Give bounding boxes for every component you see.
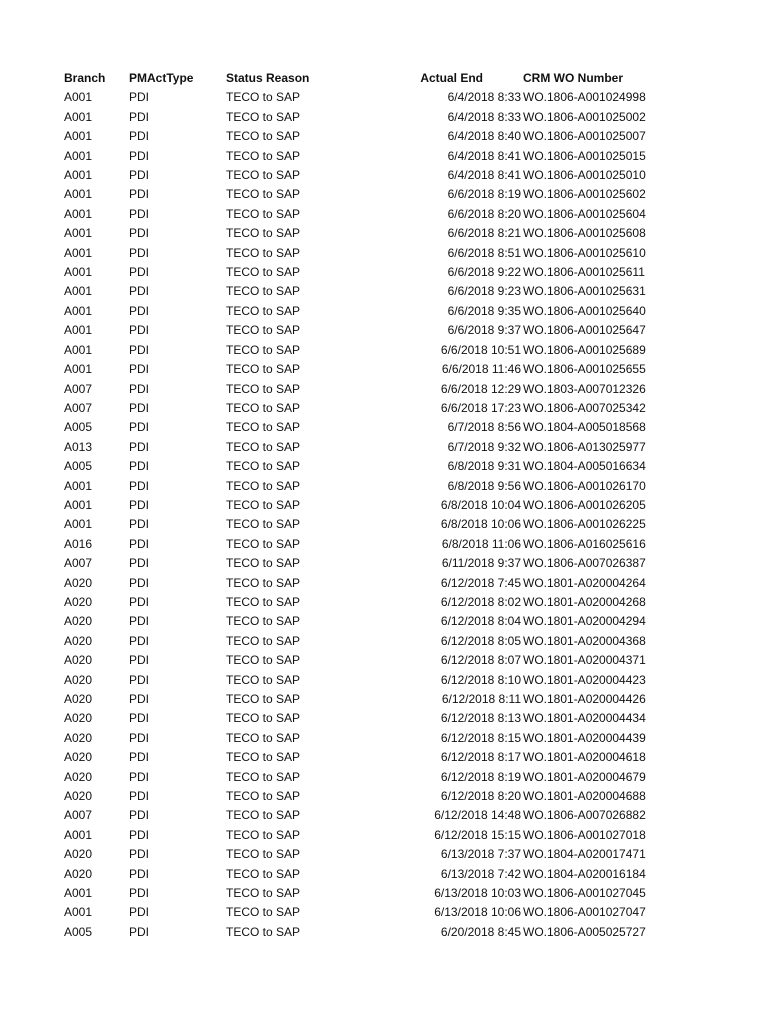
cell-actual-end: 6/6/2018 9:22 xyxy=(447,265,521,280)
cell-status-reason: TECO to SAP xyxy=(226,459,301,474)
cell-status-reason: TECO to SAP xyxy=(226,497,301,512)
cell-pmacttype: PDI xyxy=(129,284,150,299)
cell-branch: A001 xyxy=(64,90,93,105)
table-row xyxy=(64,399,663,418)
cell-branch: A020 xyxy=(64,750,93,765)
cell-branch: A001 xyxy=(64,187,93,202)
cell-status-reason: TECO to SAP xyxy=(226,342,301,357)
cell-actual-end: 6/12/2018 8:05 xyxy=(440,633,521,648)
table-row xyxy=(64,903,663,922)
table-row xyxy=(64,166,663,185)
cell-branch: A001 xyxy=(64,905,93,920)
table-row xyxy=(64,671,663,690)
header-crm-wo-number: CRM WO Number xyxy=(523,71,623,85)
table-row xyxy=(64,302,663,321)
cell-status-reason: TECO to SAP xyxy=(226,672,301,687)
cell-status-reason: TECO to SAP xyxy=(226,381,301,396)
cell-pmacttype: PDI xyxy=(129,362,150,377)
cell-branch: A020 xyxy=(64,653,93,668)
cell-actual-end: 6/6/2018 11:46 xyxy=(441,362,521,377)
cell-actual-end: 6/20/2018 8:45 xyxy=(440,924,521,939)
cell-actual-end: 6/13/2018 10:03 xyxy=(434,886,521,901)
cell-actual-end: 6/6/2018 9:37 xyxy=(447,323,521,338)
cell-pmacttype: PDI xyxy=(129,342,150,357)
cell-branch: A020 xyxy=(64,866,93,881)
cell-crm-wo-number: WO.1801-A020004679 xyxy=(523,769,646,784)
table-row xyxy=(64,709,663,728)
cell-pmacttype: PDI xyxy=(129,594,150,609)
cell-branch: A013 xyxy=(64,439,93,454)
cell-actual-end: 6/12/2018 8:19 xyxy=(440,769,521,784)
cell-actual-end: 6/12/2018 8:17 xyxy=(440,750,521,765)
cell-branch: A020 xyxy=(64,711,93,726)
table-row xyxy=(64,477,663,496)
table-row xyxy=(64,787,663,806)
cell-branch: A020 xyxy=(64,633,93,648)
cell-crm-wo-number: WO.1806-A001027047 xyxy=(523,905,646,920)
table-row xyxy=(64,205,663,224)
cell-branch: A001 xyxy=(64,265,93,280)
cell-actual-end: 6/6/2018 9:35 xyxy=(447,303,521,318)
cell-pmacttype: PDI xyxy=(129,420,150,435)
cell-branch: A016 xyxy=(64,536,93,551)
cell-branch: A007 xyxy=(64,381,93,396)
cell-status-reason: TECO to SAP xyxy=(226,905,301,920)
cell-crm-wo-number: WO.1806-A001024998 xyxy=(523,90,646,105)
cell-pmacttype: PDI xyxy=(129,866,150,881)
cell-crm-wo-number: WO.1806-A001025015 xyxy=(523,148,646,163)
cell-status-reason: TECO to SAP xyxy=(226,575,301,590)
cell-pmacttype: PDI xyxy=(129,148,150,163)
cell-crm-wo-number: WO.1801-A020004371 xyxy=(523,653,646,668)
cell-pmacttype: PDI xyxy=(129,614,150,629)
cell-status-reason: TECO to SAP xyxy=(226,284,301,299)
cell-actual-end: 6/6/2018 8:21 xyxy=(447,226,521,241)
cell-crm-wo-number: WO.1806-A001025655 xyxy=(523,362,646,377)
header-row xyxy=(64,69,663,88)
table-row xyxy=(64,729,663,748)
cell-actual-end: 6/4/2018 8:33 xyxy=(447,109,521,124)
cell-actual-end: 6/6/2018 17:23 xyxy=(440,400,521,415)
cell-actual-end: 6/6/2018 8:20 xyxy=(447,206,521,221)
table-row xyxy=(64,574,663,593)
cell-branch: A007 xyxy=(64,400,93,415)
cell-crm-wo-number: WO.1804-A020017471 xyxy=(523,847,646,862)
cell-actual-end: 6/12/2018 8:10 xyxy=(440,672,521,687)
cell-branch: A001 xyxy=(64,206,93,221)
cell-status-reason: TECO to SAP xyxy=(226,323,301,338)
table-row xyxy=(64,632,663,651)
cell-status-reason: TECO to SAP xyxy=(226,711,301,726)
cell-branch: A020 xyxy=(64,614,93,629)
cell-branch: A001 xyxy=(64,284,93,299)
cell-status-reason: TECO to SAP xyxy=(226,265,301,280)
cell-crm-wo-number: WO.1804-A020016184 xyxy=(523,866,646,881)
cell-actual-end: 6/13/2018 7:37 xyxy=(440,847,521,862)
table-row xyxy=(64,244,663,263)
cell-pmacttype: PDI xyxy=(129,556,150,571)
cell-branch: A020 xyxy=(64,769,93,784)
cell-crm-wo-number: WO.1806-A001025689 xyxy=(523,342,646,357)
table-row xyxy=(64,496,663,515)
cell-branch: A005 xyxy=(64,420,93,435)
cell-crm-wo-number: WO.1806-A001025007 xyxy=(523,129,646,144)
cell-crm-wo-number: WO.1806-A001027045 xyxy=(523,886,646,901)
cell-status-reason: TECO to SAP xyxy=(226,653,301,668)
cell-branch: A001 xyxy=(64,168,93,183)
cell-actual-end: 6/12/2018 8:11 xyxy=(441,692,521,706)
cell-branch: A001 xyxy=(64,342,93,357)
table-row xyxy=(64,380,663,399)
cell-pmacttype: PDI xyxy=(129,711,150,726)
cell-pmacttype: PDI xyxy=(129,187,150,202)
cell-status-reason: TECO to SAP xyxy=(226,730,301,745)
table-row xyxy=(64,768,663,787)
cell-pmacttype: PDI xyxy=(129,905,150,920)
table-row xyxy=(64,457,663,476)
cell-actual-end: 6/6/2018 9:23 xyxy=(447,284,521,299)
cell-crm-wo-number: WO.1806-A001025631 xyxy=(523,284,646,299)
table-row xyxy=(64,224,663,243)
cell-branch: A007 xyxy=(64,808,93,823)
cell-branch: A005 xyxy=(64,459,93,474)
cell-branch: A001 xyxy=(64,478,93,493)
table-row xyxy=(64,593,663,612)
cell-actual-end: 6/4/2018 8:41 xyxy=(447,168,521,183)
table-row xyxy=(64,826,663,845)
cell-pmacttype: PDI xyxy=(129,827,150,842)
cell-branch: A001 xyxy=(64,323,93,338)
table-row xyxy=(64,651,663,670)
cell-crm-wo-number: WO.1806-A007025342 xyxy=(523,400,646,415)
cell-pmacttype: PDI xyxy=(129,517,150,532)
table-row xyxy=(64,884,663,903)
cell-crm-wo-number: WO.1801-A020004423 xyxy=(523,672,646,687)
table-row xyxy=(64,438,663,457)
cell-actual-end: 6/12/2018 8:02 xyxy=(440,594,521,609)
cell-actual-end: 6/4/2018 8:33 xyxy=(447,90,521,105)
cell-pmacttype: PDI xyxy=(129,692,150,706)
cell-status-reason: TECO to SAP xyxy=(226,750,301,765)
cell-crm-wo-number: WO.1801-A020004426 xyxy=(523,692,646,706)
cell-pmacttype: PDI xyxy=(129,886,150,901)
cell-pmacttype: PDI xyxy=(129,730,150,745)
table-row xyxy=(64,341,663,360)
cell-crm-wo-number: WO.1806-A001025608 xyxy=(523,226,646,241)
cell-status-reason: TECO to SAP xyxy=(226,536,301,551)
table-header xyxy=(64,69,663,88)
cell-status-reason: TECO to SAP xyxy=(226,769,301,784)
cell-crm-wo-number: WO.1806-A001025610 xyxy=(523,245,646,260)
table-row xyxy=(64,612,663,631)
cell-actual-end: 6/12/2018 8:07 xyxy=(440,653,521,668)
cell-crm-wo-number: WO.1806-A013025977 xyxy=(523,439,646,454)
cell-status-reason: TECO to SAP xyxy=(226,924,301,939)
cell-pmacttype: PDI xyxy=(129,789,150,804)
cell-status-reason: TECO to SAP xyxy=(226,808,301,823)
header-status-reason: Status Reason xyxy=(226,71,310,85)
table-row xyxy=(64,282,663,301)
cell-branch: A007 xyxy=(64,556,93,571)
cell-pmacttype: PDI xyxy=(129,575,150,590)
work-order-table xyxy=(64,69,663,942)
cell-actual-end: 6/8/2018 10:06 xyxy=(440,517,521,532)
cell-status-reason: TECO to SAP xyxy=(226,633,301,648)
cell-actual-end: 6/8/2018 9:56 xyxy=(447,478,521,493)
cell-crm-wo-number: WO.1801-A020004434 xyxy=(523,711,646,726)
header-pmacttype: PMActType xyxy=(129,71,194,85)
cell-pmacttype: PDI xyxy=(129,439,150,454)
table-row xyxy=(64,418,663,437)
cell-status-reason: TECO to SAP xyxy=(226,420,301,435)
cell-branch: A001 xyxy=(64,517,93,532)
table-row xyxy=(64,806,663,825)
cell-crm-wo-number: WO.1806-A001025611 xyxy=(523,265,645,280)
header-actual-end: Actual End xyxy=(420,71,483,85)
cell-pmacttype: PDI xyxy=(129,808,150,823)
cell-crm-wo-number: WO.1806-A001025604 xyxy=(523,206,646,221)
table-row xyxy=(64,127,663,146)
table-row xyxy=(64,748,663,767)
cell-actual-end: 6/7/2018 9:32 xyxy=(447,439,521,454)
cell-pmacttype: PDI xyxy=(129,536,150,551)
cell-branch: A020 xyxy=(64,847,93,862)
cell-crm-wo-number: WO.1801-A020004264 xyxy=(523,575,646,590)
cell-branch: A001 xyxy=(64,827,93,842)
cell-crm-wo-number: WO.1806-A001026170 xyxy=(523,478,646,493)
cell-crm-wo-number: WO.1806-A001025602 xyxy=(523,187,646,202)
cell-status-reason: TECO to SAP xyxy=(226,226,301,241)
cell-pmacttype: PDI xyxy=(129,206,150,221)
cell-status-reason: TECO to SAP xyxy=(226,594,301,609)
cell-pmacttype: PDI xyxy=(129,129,150,144)
cell-pmacttype: PDI xyxy=(129,497,150,512)
cell-status-reason: TECO to SAP xyxy=(226,129,301,144)
cell-crm-wo-number: WO.1801-A020004294 xyxy=(523,614,646,629)
cell-actual-end: 6/12/2018 8:20 xyxy=(440,789,521,804)
cell-crm-wo-number: WO.1801-A020004368 xyxy=(523,633,646,648)
cell-branch: A020 xyxy=(64,575,93,590)
cell-actual-end: 6/6/2018 12:29 xyxy=(440,381,521,396)
cell-status-reason: TECO to SAP xyxy=(226,827,301,842)
cell-branch: A020 xyxy=(64,789,93,804)
cell-branch: A020 xyxy=(64,594,93,609)
cell-branch: A001 xyxy=(64,226,93,241)
table-row xyxy=(64,185,663,204)
table-row xyxy=(64,108,663,127)
cell-branch: A001 xyxy=(64,245,93,260)
cell-crm-wo-number: WO.1806-A001026205 xyxy=(523,497,646,512)
cell-branch: A001 xyxy=(64,129,93,144)
cell-pmacttype: PDI xyxy=(129,750,150,765)
table-row xyxy=(64,845,663,864)
table-row xyxy=(64,360,663,379)
cell-crm-wo-number: WO.1801-A020004688 xyxy=(523,789,646,804)
cell-crm-wo-number: WO.1803-A007012326 xyxy=(523,381,646,396)
header-branch: Branch xyxy=(64,71,106,85)
cell-status-reason: TECO to SAP xyxy=(226,109,301,124)
cell-pmacttype: PDI xyxy=(129,478,150,493)
cell-branch: A001 xyxy=(64,148,93,163)
cell-branch: A001 xyxy=(64,497,93,512)
cell-crm-wo-number: WO.1806-A016025616 xyxy=(523,536,646,551)
cell-actual-end: 6/4/2018 8:40 xyxy=(447,129,521,144)
cell-crm-wo-number: WO.1804-A005016634 xyxy=(523,459,646,474)
cell-actual-end: 6/12/2018 7:45 xyxy=(440,575,521,590)
cell-branch: A001 xyxy=(64,362,93,377)
cell-actual-end: 6/6/2018 8:51 xyxy=(447,245,521,260)
cell-actual-end: 6/8/2018 11:06 xyxy=(441,536,521,551)
table-row xyxy=(64,690,663,709)
cell-crm-wo-number: WO.1806-A001026225 xyxy=(523,517,646,532)
cell-actual-end: 6/6/2018 8:19 xyxy=(447,187,521,202)
cell-status-reason: TECO to SAP xyxy=(226,478,301,493)
cell-pmacttype: PDI xyxy=(129,265,150,280)
cell-pmacttype: PDI xyxy=(129,168,150,183)
cell-branch: A020 xyxy=(64,672,93,687)
cell-pmacttype: PDI xyxy=(129,924,150,939)
cell-actual-end: 6/6/2018 10:51 xyxy=(440,342,521,357)
cell-actual-end: 6/12/2018 8:04 xyxy=(440,614,521,629)
cell-crm-wo-number: WO.1801-A020004439 xyxy=(523,730,646,745)
cell-pmacttype: PDI xyxy=(129,769,150,784)
table-row xyxy=(64,263,663,282)
cell-branch: A001 xyxy=(64,303,93,318)
cell-status-reason: TECO to SAP xyxy=(226,400,301,415)
cell-branch: A005 xyxy=(64,924,93,939)
cell-status-reason: TECO to SAP xyxy=(226,556,301,571)
table-row xyxy=(64,515,663,534)
cell-pmacttype: PDI xyxy=(129,653,150,668)
cell-crm-wo-number: WO.1806-A007026387 xyxy=(523,556,646,571)
cell-pmacttype: PDI xyxy=(129,323,150,338)
cell-pmacttype: PDI xyxy=(129,226,150,241)
cell-status-reason: TECO to SAP xyxy=(226,614,301,629)
cell-status-reason: TECO to SAP xyxy=(226,789,301,804)
cell-actual-end: 6/12/2018 8:13 xyxy=(440,711,521,726)
cell-actual-end: 6/8/2018 10:04 xyxy=(440,497,521,512)
cell-status-reason: TECO to SAP xyxy=(226,245,301,260)
cell-actual-end: 6/13/2018 7:42 xyxy=(440,866,521,881)
cell-crm-wo-number: WO.1804-A005018568 xyxy=(523,420,646,435)
cell-status-reason: TECO to SAP xyxy=(226,362,301,377)
cell-crm-wo-number: WO.1801-A020004618 xyxy=(523,750,646,765)
cell-crm-wo-number: WO.1801-A020004268 xyxy=(523,594,646,609)
cell-crm-wo-number: WO.1806-A001027018 xyxy=(523,827,646,842)
cell-pmacttype: PDI xyxy=(129,90,150,105)
cell-actual-end: 6/12/2018 15:15 xyxy=(434,827,521,842)
table-row xyxy=(64,865,663,884)
cell-branch: A020 xyxy=(64,730,93,745)
table-row xyxy=(64,554,663,573)
cell-crm-wo-number: WO.1806-A001025002 xyxy=(523,109,646,124)
cell-status-reason: TECO to SAP xyxy=(226,439,301,454)
cell-actual-end: 6/7/2018 8:56 xyxy=(447,420,521,435)
cell-crm-wo-number: WO.1806-A007026882 xyxy=(523,808,646,823)
table-row xyxy=(64,535,663,554)
cell-status-reason: TECO to SAP xyxy=(226,148,301,163)
cell-crm-wo-number: WO.1806-A005025727 xyxy=(523,924,646,939)
table-row xyxy=(64,88,663,107)
cell-actual-end: 6/8/2018 9:31 xyxy=(447,459,521,474)
cell-pmacttype: PDI xyxy=(129,847,150,862)
cell-pmacttype: PDI xyxy=(129,303,150,318)
cell-actual-end: 6/12/2018 8:15 xyxy=(440,730,521,745)
table-row xyxy=(64,321,663,340)
cell-pmacttype: PDI xyxy=(129,245,150,260)
cell-status-reason: TECO to SAP xyxy=(226,517,301,532)
cell-actual-end: 6/13/2018 10:06 xyxy=(434,905,521,920)
table-body xyxy=(64,88,663,942)
cell-status-reason: TECO to SAP xyxy=(226,187,301,202)
cell-pmacttype: PDI xyxy=(129,381,150,396)
cell-pmacttype: PDI xyxy=(129,459,150,474)
cell-branch: A001 xyxy=(64,109,93,124)
cell-status-reason: TECO to SAP xyxy=(226,847,301,862)
cell-crm-wo-number: WO.1806-A001025010 xyxy=(523,168,646,183)
cell-status-reason: TECO to SAP xyxy=(226,168,301,183)
table-row xyxy=(64,147,663,166)
cell-crm-wo-number: WO.1806-A001025647 xyxy=(523,323,646,338)
cell-status-reason: TECO to SAP xyxy=(226,303,301,318)
cell-pmacttype: PDI xyxy=(129,672,150,687)
cell-actual-end: 6/4/2018 8:41 xyxy=(447,148,521,163)
cell-status-reason: TECO to SAP xyxy=(226,692,301,706)
cell-pmacttype: PDI xyxy=(129,400,150,415)
cell-status-reason: TECO to SAP xyxy=(226,206,301,221)
cell-actual-end: 6/11/2018 9:37 xyxy=(441,556,521,571)
cell-actual-end: 6/12/2018 14:48 xyxy=(434,808,521,823)
table-row xyxy=(64,923,663,942)
cell-branch: A020 xyxy=(64,692,93,706)
cell-branch: A001 xyxy=(64,886,93,901)
cell-status-reason: TECO to SAP xyxy=(226,886,301,901)
cell-status-reason: TECO to SAP xyxy=(226,866,301,881)
cell-pmacttype: PDI xyxy=(129,633,150,648)
cell-pmacttype: PDI xyxy=(129,109,150,124)
cell-crm-wo-number: WO.1806-A001025640 xyxy=(523,303,646,318)
cell-status-reason: TECO to SAP xyxy=(226,90,301,105)
